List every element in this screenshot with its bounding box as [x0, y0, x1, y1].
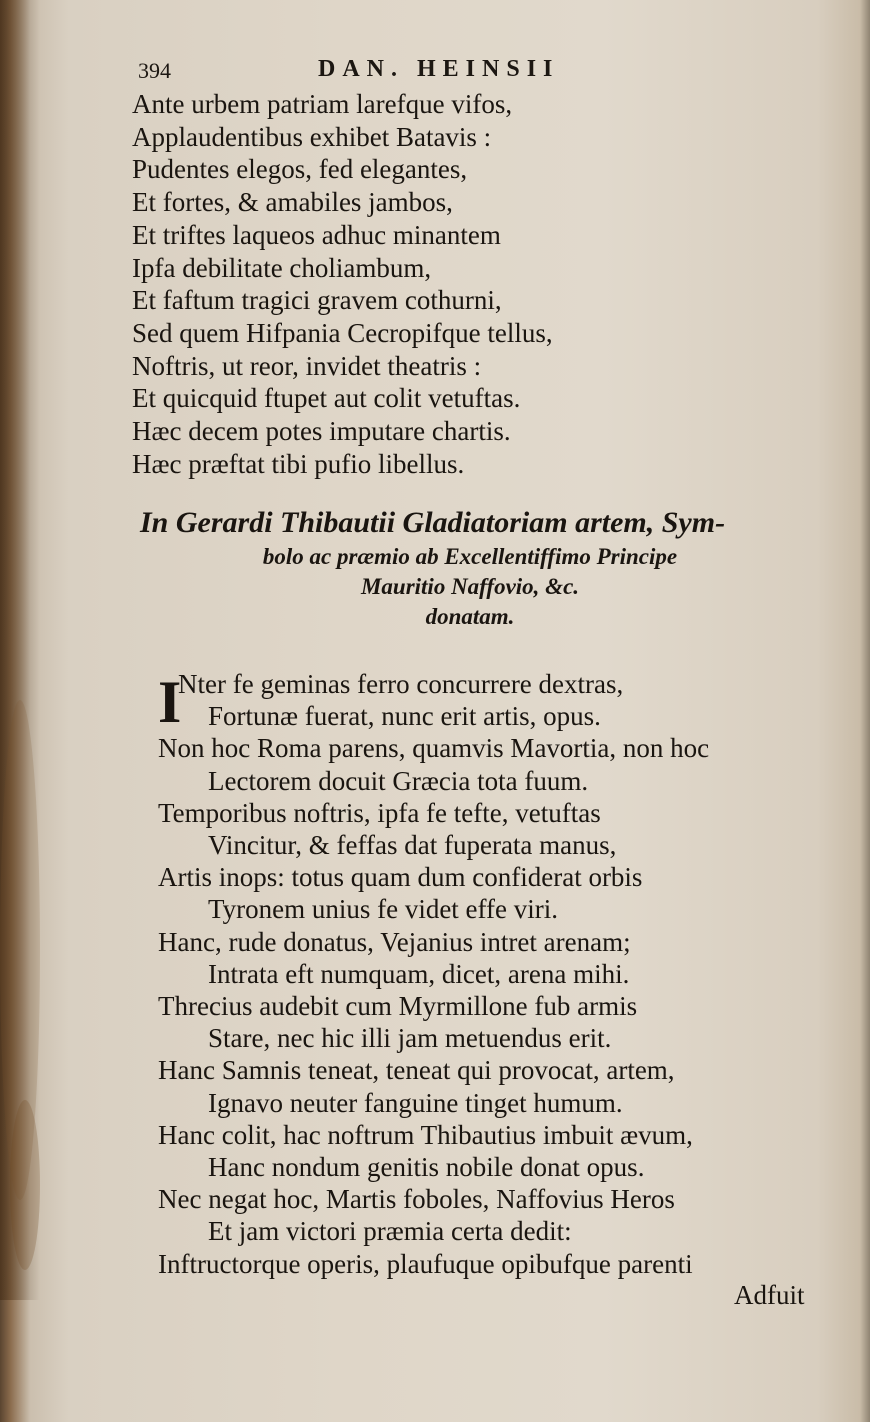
title-line: Mauritio Naffovio, &c.: [360, 574, 580, 599]
epigram-line: Stare, nec hic illi jam metuendus erit.: [208, 1023, 612, 1054]
poem-line: Pudentes elegos, fed elegantes,: [132, 154, 468, 185]
epigram-line: Artis inops: totus quam dum confiderat orbis: [158, 862, 643, 893]
epigram-line: Nec negat hoc, Martis foboles, Naffovius Heros: [158, 1184, 675, 1215]
poem-line: Hæc præftat tibi pufio libellus.: [132, 448, 465, 479]
epigram-line: Tyronem unius fe videt effe viri.: [208, 894, 559, 925]
poem-line: Ipfa debilitate choliambum,: [132, 252, 432, 283]
epigram-line: Inftructorque operis, plaufuque opibufque parenti: [158, 1248, 693, 1279]
epigram-line: Et jam victori præmia certa dedit:: [208, 1216, 572, 1247]
page-edge: [860, 0, 870, 1422]
poem-line: Applaudentibus exhibet Batavis :: [132, 121, 492, 152]
poem-line: Ante urbem patriam larefque vifos,: [132, 89, 513, 119]
epigram-line: Nter fe geminas ferro concurrere dextras,: [178, 669, 624, 699]
epigram-line: Hanc nondum genitis nobile donat opus.: [208, 1152, 645, 1183]
epigram-line: Vincitur, & feffas dat fuperata manus,: [208, 830, 617, 861]
epigram-line: Hanc Samnis teneat, teneat qui provocat, artem,: [158, 1055, 675, 1086]
poem-line: Et quicquid ftupet aut colit vetuftas.: [132, 383, 521, 414]
catchword: Adfuit: [734, 1280, 805, 1310]
epigram-line: Intrata eft numquam, dicet, arena mihi.: [208, 958, 630, 989]
epigram-line: Hanc colit, hac noftrum Thibautius imbuit ævum,: [158, 1119, 693, 1150]
epigram-title: [140, 506, 800, 630]
poem-end-block: [132, 88, 752, 480]
title-line: In Gerardi Thibautii Gladiatoriam artem, Sym-: [140, 506, 726, 539]
epigram-line: Threcius audebit cum Myrmillone fub armis: [158, 991, 638, 1022]
epigram-line: Lectorem docuit Græcia tota fuum.: [208, 765, 589, 796]
poem-line: Sed quem Hifpania Cecropifque tellus,: [132, 317, 553, 348]
page-header: [138, 56, 658, 86]
page-number: 394: [138, 58, 171, 83]
drop-capital: I: [158, 669, 182, 735]
epigram-line: Ignavo neuter fanguine tinget humum.: [208, 1087, 623, 1118]
poem-line: Et faftum tragici gravem cothurni,: [132, 285, 502, 316]
page-stain: [10, 1100, 40, 1270]
epigram-body: [158, 668, 838, 1280]
epigram-line: Temporibus noftris, ipfa fe tefte, vetuftas: [158, 797, 601, 828]
poem-line: Et triftes laqueos adhuc minantem: [132, 219, 501, 250]
poem-line: Noftris, ut reor, invidet theatris :: [132, 350, 482, 381]
title-line: donatam.: [425, 604, 515, 629]
epigram-line: Hanc, rude donatus, Vejanius intret arenam;: [158, 926, 631, 957]
poem-line: Hæc decem potes imputare chartis.: [132, 416, 511, 447]
poem-line: Et fortes, & amabiles jambos,: [132, 187, 453, 218]
running-head: DAN. HEINSII: [318, 56, 560, 82]
epigram-line: Non hoc Roma parens, quamvis Mavortia, non hoc: [158, 733, 710, 764]
title-line: bolo ac præmio ab Excellentiffimo Principe: [262, 544, 678, 569]
epigram-line: Fortunæ fuerat, nunc erit artis, opus.: [208, 701, 601, 732]
